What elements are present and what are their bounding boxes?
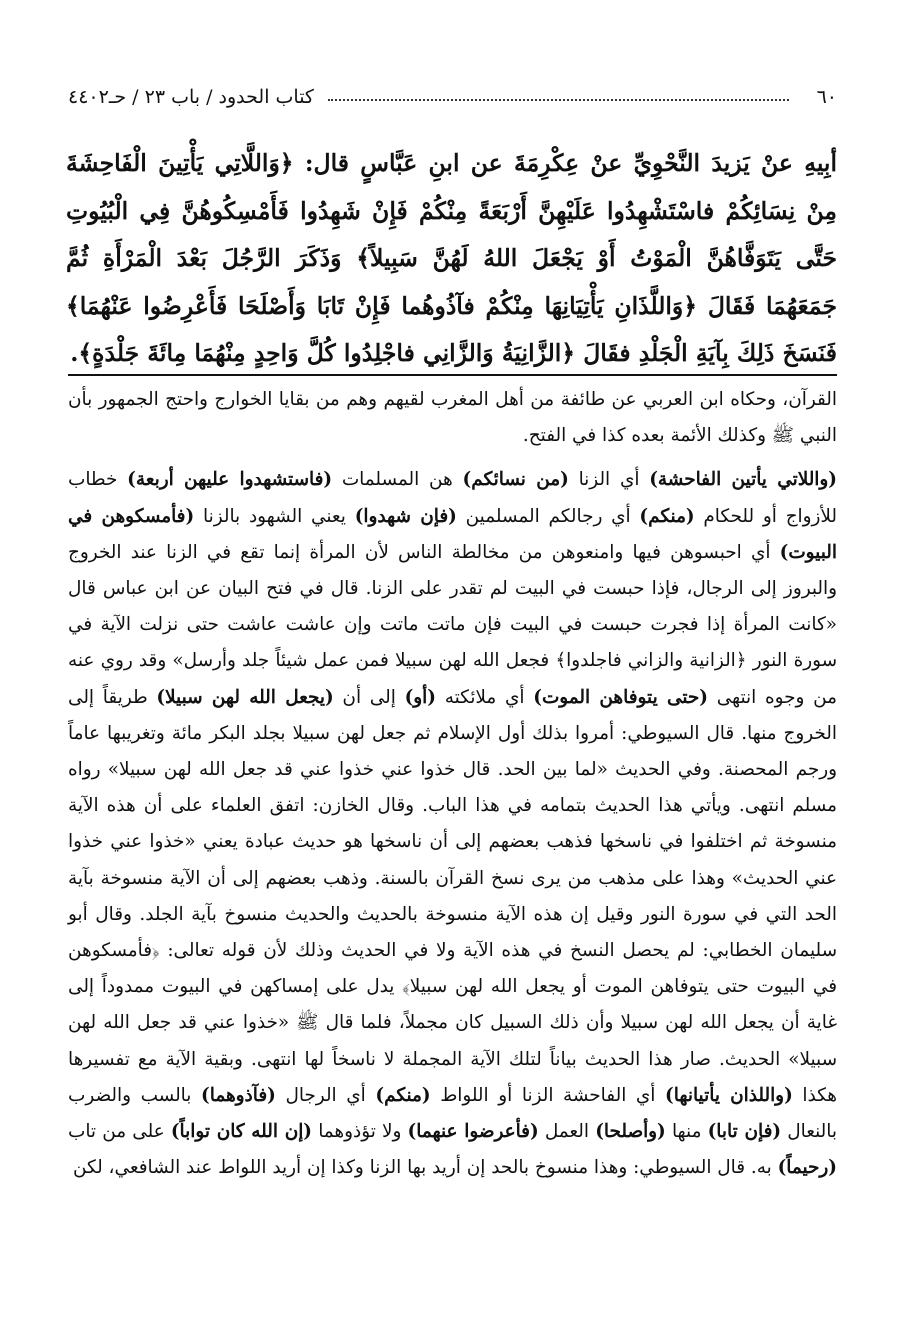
commentary-segment: طريقاً إلى الخروج منها. قال السيوطي: أمروا بذلك أول الإسلام ثم جعل لهن سبيلا بجلد البكر مائة وتغريبها عاماً ورجم المحصنة. وفي الحديث «لما بين الحد. قال خذوا عني خذوا عني قد جعل الله لهن سبيلا» رواه مسلم انتهى. ويأتي هذا الحديث بتمامه في هذا الباب. وقال الخازن: اتفق العلماء على أن هذه الآية منسوخة ثم اختلفوا في ناسخها فذهب بعضهم إلى أن ناسخها هو حديث عبادة يعني «خذوا عني خذوا عني الحديث» وهذا على مذهب من يرى نسخ القرآن بالسنة. وذهب بعضهم إلى أن الآية منسوخة بآية الحد التي في سورة النور وقيل إن هذه الآية منسوخة بالحديث والحديث منسوخ بآية الجلد. وقال أبو سليمان الخطابي: لم يحصل النسخ في هذه الآية ولا في الحديث وذلك لأن قوله تعالى: ﴿فأمسكوهن في البيوت حتى يتوفاهن الموت أو يجعل الله لهن سبيلا﴾ يدل على إمساكهن في البيوت ممدوداً إلى غاية أن يجعل الله لهن سبيلا وأن ذلك السبيل كان مجملاً، فلما قال ﷺ «خذوا عني قد جعل الله لهن سبيلا» الحديث. صار هذا الحديث بياناً لتلك الآية المجملة لا ناسخاً لها انتهى. وبقية الآية مع تفسيرها هكذا	[68, 686, 837, 1106]
quoted-verse-segment: (منكم)	[375, 1084, 431, 1106]
quoted-verse-segment: (يجعل الله لهن سبيلا)	[156, 686, 334, 708]
running-title: كتاب الحدود / باب ٢٣ / حـ٤٤٠٢	[68, 86, 314, 108]
quoted-verse-segment: (أو)	[404, 686, 436, 708]
quoted-verse-segment: (منكم)	[639, 505, 695, 527]
commentary-segment: على من تاب	[68, 1121, 171, 1143]
header-dotted-leader	[328, 99, 789, 101]
quoted-verse-segment: (واللاتي يأتين الفاحشة)	[649, 469, 837, 491]
commentary-segment: إلى أن	[333, 686, 405, 708]
hadith-text	[66, 140, 837, 378]
quoted-verse-segment: (فإن تابا)	[707, 1121, 782, 1143]
commentary-segment: يعني الشهود بالزنا	[194, 505, 355, 527]
commentary	[68, 382, 837, 1186]
page-number: ٦٠	[816, 86, 837, 108]
page-header	[68, 78, 837, 108]
quoted-verse-segment: (من نسائكم)	[462, 469, 569, 491]
commentary-segment: أي الرجال	[275, 1084, 376, 1106]
commentary-segment: أي الزنا	[568, 469, 650, 491]
quoted-verse-segment: (واللذان يأتيانها)	[665, 1084, 793, 1106]
commentary-segment: ولا تؤذوهما	[312, 1121, 408, 1143]
commentary-segment: أي ملائكته	[436, 686, 534, 708]
commentary-segment: أي الفاحشة الزنا أو اللواط	[430, 1084, 666, 1106]
quoted-verse-segment: (فإن شهدوا)	[354, 505, 457, 527]
quoted-verse-segment: (وأصلحا)	[595, 1121, 666, 1143]
commentary-segment: هن المسلمات	[332, 469, 463, 491]
commentary-segment: خطاب للأزواج أو للحكام	[68, 469, 838, 527]
commentary-segment: منها	[665, 1121, 708, 1143]
quoted-verse-segment: (إن الله كان تواباً)	[170, 1121, 313, 1143]
hadith-paragraph: أبِيهِ عنْ يَزيدَ النَّحْوِيِّ عنْ عِكْرِمَةَ عن ابنِ عَبَّاسٍ قال: ﴿وَاللَّاتِي يَأْتِينَ الْفَاحِشَةَ مِنْ نِسَائِكُمْ فاسْتَشْهِدُوا عَلَيْهِنَّ أَرْبَعَةً مِنْكُمْ فَإِنْ شَهِدُوا فَأَمْسِكُوهُنَّ فِي الْبُيُوتِ حَتَّى يَتَوَفَّاهُنَّ الْمَوْتُ أَوْ يَجْعَلَ اللهُ لَهُنَّ سَبِيلاً﴾ وَذَكَرَ الرَّجُلَ بَعْدَ الْمَرْأَةِ ثُمَّ جَمَعَهُمَا فَقَالَ ﴿وَاللَّذَانِ يَأْتِيَانِهَا مِنْكُمْ فآذُوهُما فَإِنْ تَابَا وَأَصْلَحَا فَأَعْرِضُوا عَنْهُمَا﴾ فَنَسَخَ ذَلِكَ بِآيَةِ الْجَلْدِ فقَالَ ﴿الزَّانِيَةُ وَالزَّانِي فاجْلِدُوا كُلَّ وَاحِدٍ مِنْهُمَا مِائَةَ جَلْدَةٍ﴾.	[66, 149, 838, 367]
commentary-segment: بالسب والضرب بالنعال	[68, 1084, 837, 1143]
quoted-verse-segment: (فآذوهما)	[201, 1084, 276, 1106]
quoted-verse-segment: (فأعرضوا عنهما)	[407, 1121, 539, 1143]
quoted-verse-segment: (فاستشهدوا عليهن أربعة)	[127, 469, 333, 491]
commentary-paragraph-1: القرآن، وحكاه ابن العربي عن طائفة من أهل المغرب لقيهم وهم من بقايا الخوارج واحتج الجمهور بأن النبي ﷺ وكذلك الأئمة بعده كذا في الفتح.	[68, 389, 837, 447]
commentary-paragraph-2	[68, 462, 837, 1186]
commentary-segment: أي احبسوهن فيها وامنعوهن من مخالطة الناس لأن المرأة إنما تقع في الزنا عند الخروج والبروز إلى الرجال، فإذا حبست في البيت لم تقدر على الزنا. قال في فتح البيان عن ابن عباس قال «كانت المرأة إذا فجرت حبست في البيت فإن ماتت ماتت وإن عاشت عاشت حتى نزلت الآية في سورة النور ﴿الزانية والزاني فاجلدوا﴾ فجعل الله لهن سبيلا فمن عمل شيئاً جلد وأرسل» وقد روي عنه من وجوه انتهى	[68, 541, 838, 708]
commentary-segment: العمل	[538, 1121, 596, 1143]
quoted-verse-segment: (فأمسكوهن في البيوت)	[68, 505, 837, 563]
commentary-segment: أي رجالكم المسلمين	[456, 505, 640, 527]
quoted-verse-segment: (حتى يتوفاهن الموت)	[533, 686, 708, 708]
commentary-segment: به. قال السيوطي: وهذا منسوخ بالحد إن أريد بها الزنا وكذا إن أريد اللواط عند الشافعي، لكن	[72, 1157, 778, 1179]
separator-line	[68, 374, 837, 376]
quoted-verse-segment: (رحيماً)	[777, 1157, 837, 1179]
